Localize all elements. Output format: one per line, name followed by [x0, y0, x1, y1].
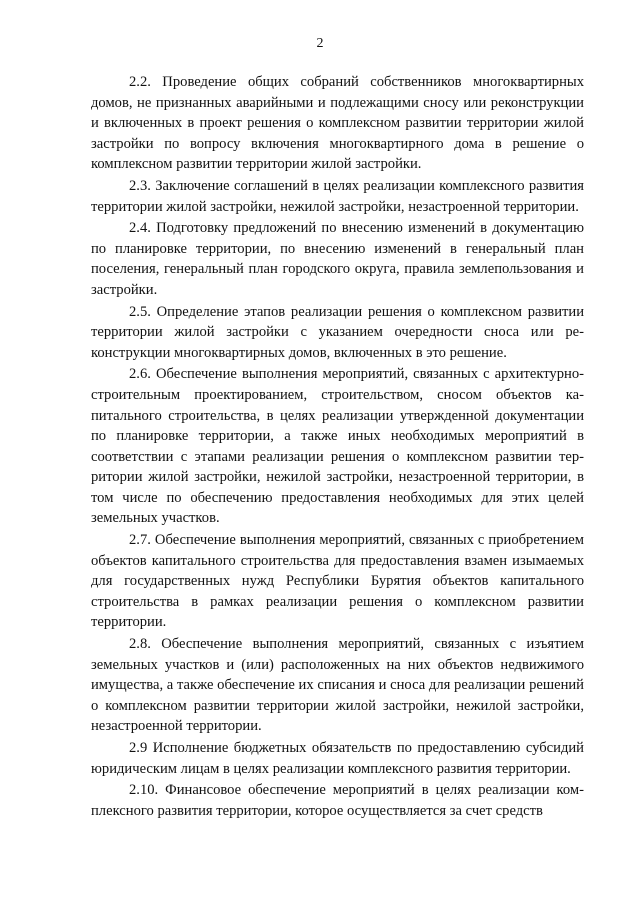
paragraph-2-2: 2.2. Проведение общих собраний собственников многоквартирных домов, не признанных аварийными и подлежащими сносу или реконструкции и включенных в проект решения о комплексном развитии территории жилой застройки по вопросу включения многоквартирного дома в решение о комплексном развитии территории жилой застройки. — [91, 74, 584, 173]
paragraph-2-6: 2.6. Обеспечение выполнения мероприятий, связанных с архитектурно-строительным проектированием, строительством, сносом объектов капитального строительства, в целях реализации утвержденной документации по планировке территории, а также иных необходимых мероприятий в соответствии с этапами реализации решения о комплексном развитии территории жилой застройки, нежилой застройки, незастроенной территории, в том числе по обеспечению предоставления необходимых для этих целей земельных участков. — [91, 366, 584, 527]
paragraph-2-9: 2.9 Исполнение бюджетных обязательств по предоставлению субсидий юридическим лицам в целях реализации комплексного развития территории. — [91, 740, 584, 777]
document-body — [91, 72, 584, 822]
paragraph-2-3: 2.3. Заключение соглашений в целях реализации комплексного развития территории жилой застройки, нежилой застройки, незастроенной территории. — [91, 177, 584, 215]
page-number: 2 — [316, 36, 324, 51]
paragraph-2-10: 2.10. Финансовое обеспечение мероприятий в целях реализации комплексного развития территории, которое осуществляется за счет средств — [91, 782, 584, 819]
paragraph-2-8: 2.8. Обеспечение выполнения мероприятий, связанных с изъятием земельных участков и (или) расположенных на них объектов недвижимого имущества, а также обеспечение их списания и сноса для реализации решений о комплексном развитии территории жилой застройки, нежилой застройки, незастроенной территории. — [91, 636, 584, 735]
paragraph-2-5: 2.5. Определение этапов реализации решения о комплексном развитии территории жилой застройки с указанием очередности сноса или реконструкции многоквартирных домов, включенных в это решение. — [91, 303, 584, 361]
paragraph-2-4: 2.4. Подготовку предложений по внесению изменений в документацию по планировке территории, по внесению изменений в генеральный план поселения, генеральный план городского округа, правила землепользования и застройки. — [91, 220, 584, 298]
paragraph-2-7: 2.7. Обеспечение выполнения мероприятий, связанных с приобретением объектов капитального строительства для предоставления взамен изымаемых для государственных нужд Республики Бурятия объектов капитального строительства в рамках реализации решения о комплексном развитии территории. — [91, 532, 584, 631]
